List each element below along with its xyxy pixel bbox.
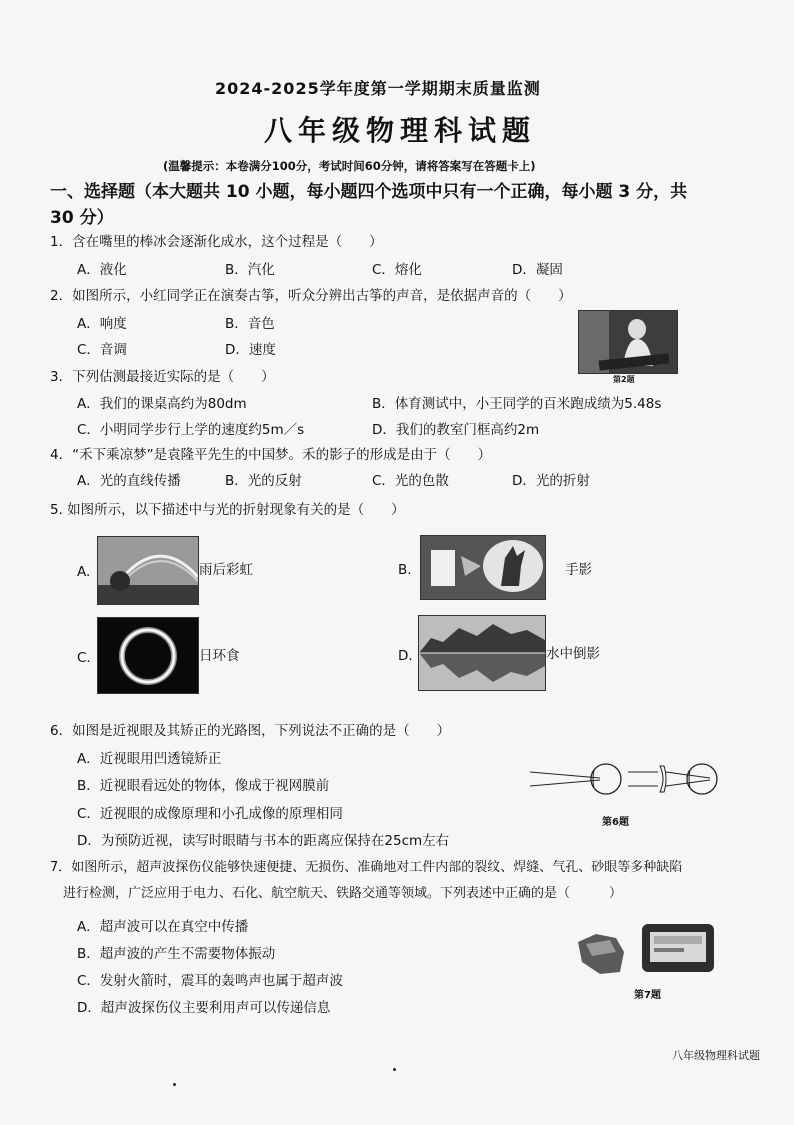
- q7-stem-line1: 7．如图所示，超声波探伤仪能够快速便捷、无损伤、准确地对工件内部的裂纹、焊缝、气孔、砂眼等多种缺陷: [50, 860, 683, 875]
- rainbow-photo: [97, 536, 199, 605]
- q7-option-b: B．超声波的产生不需要物体振动: [77, 946, 276, 962]
- scan-speck: [393, 1068, 396, 1071]
- q1-option-d: D．凝固: [512, 262, 563, 278]
- q5-option-b-label: 手影: [565, 562, 592, 578]
- q6-stem: 6．如图是近视眼及其矫正的光路图，下列说法不正确的是（ ）: [50, 723, 451, 739]
- q7-option-a: A．超声波可以在真空中传播: [77, 919, 249, 935]
- q1-option-b: B．汽化: [225, 262, 275, 278]
- q3-stem: 3．下列估测最接近实际的是（ ）: [50, 369, 275, 385]
- q3-option-c: C．小明同学步行上学的速度约5m／s: [77, 422, 305, 438]
- q5-option-d-letter: D.: [398, 648, 413, 664]
- q6-option-d: D．为预防近视，读写时眼睛与书本的距离应保持在25cm左右: [77, 833, 450, 849]
- q2-stem: 2．如图所示，小红同学正在演奏古筝，听众分辨出古筝的声音，是依据声音的（ ）: [50, 288, 572, 304]
- q3-option-a: A．我们的课桌高约为80dm: [77, 396, 247, 412]
- q1-stem: 1．含在嘴里的棒冰会逐渐化成水，这个过程是（ ）: [50, 234, 383, 250]
- q2-caption: 第2题: [613, 375, 635, 384]
- q4-option-d: D．光的折射: [512, 473, 590, 489]
- section-heading: 一、选择题（本大题共 10 小题，每小题四个选项中只有一个正确，每小题 3 分，共: [50, 182, 688, 202]
- exam-subtitle: 2024-2025学年度第一学期期末质量监测: [215, 79, 541, 98]
- q5-option-a-letter: A.: [77, 564, 91, 580]
- q4-option-a: A．光的直线传播: [77, 473, 181, 489]
- q7-option-c: C．发射火箭时，震耳的轰鸣声也属于超声波: [77, 973, 343, 989]
- q6-option-a: A．近视眼用凹透镜矫正: [77, 751, 222, 767]
- exam-title: 八年级物理科试题: [264, 114, 537, 147]
- ultrasonic-detector-photo: [576, 922, 716, 978]
- q3-option-d: D．我们的教室门框高约2m: [372, 422, 540, 438]
- q4-option-c: C．光的色散: [372, 473, 449, 489]
- q1-option-c: C．熔化: [372, 262, 422, 278]
- q3-option-b: B．体育测试中，小王同学的百米跑成绩为5.48s: [372, 396, 662, 412]
- hand-shadow-photo: [420, 535, 546, 600]
- water-reflection-photo: [418, 615, 546, 691]
- q1-option-a: A．液化: [77, 262, 127, 278]
- section-heading-cont: 30 分）: [50, 208, 114, 228]
- q2-option-a: A．响度: [77, 316, 127, 332]
- q6-option-b: B．近视眼看远处的物体，像成于视网膜前: [77, 778, 330, 794]
- q7-stem-line2: 进行检测，广泛应用于电力、石化、航空航天、铁路交通等领域。下列表述中正确的是（ ）: [63, 886, 623, 901]
- q7-caption: 第7题: [634, 990, 661, 1001]
- q5-stem: 5. 如图所示，以下描述中与光的折射现象有关的是（ ）: [50, 502, 405, 518]
- annular-eclipse-photo: [97, 617, 199, 694]
- myopia-diagram: [530, 758, 726, 800]
- q5-option-c-letter: C.: [77, 650, 91, 666]
- q2-option-c: C．音调: [77, 342, 127, 358]
- guzheng-photo: [578, 310, 678, 374]
- q5-option-b-letter: B.: [398, 562, 412, 578]
- q2-option-b: B．音色: [225, 316, 275, 332]
- q5-option-a-label: 雨后彩虹: [199, 562, 253, 578]
- q7-option-d: D．超声波探伤仪主要利用声可以传递信息: [77, 1000, 331, 1016]
- q4-stem: 4．“禾下乘凉梦”是袁隆平先生的中国梦。禾的影子的形成是由于（ ）: [50, 447, 492, 463]
- q6-caption: 第6题: [602, 817, 629, 828]
- q6-option-c: C．近视眼的成像原理和小孔成像的原理相同: [77, 806, 343, 822]
- q4-option-b: B．光的反射: [225, 473, 302, 489]
- exam-tip: (温馨提示：本卷满分100分，考试时间60分钟，请将答案写在答题卡上): [163, 159, 536, 173]
- q5-option-d-label: 水中倒影: [546, 646, 600, 662]
- scan-speck: [173, 1083, 176, 1086]
- q5-option-c-label: 日环食: [199, 648, 240, 664]
- q2-option-d: D．速度: [225, 342, 276, 358]
- page-footer: 八年级物理科试题: [672, 1049, 760, 1062]
